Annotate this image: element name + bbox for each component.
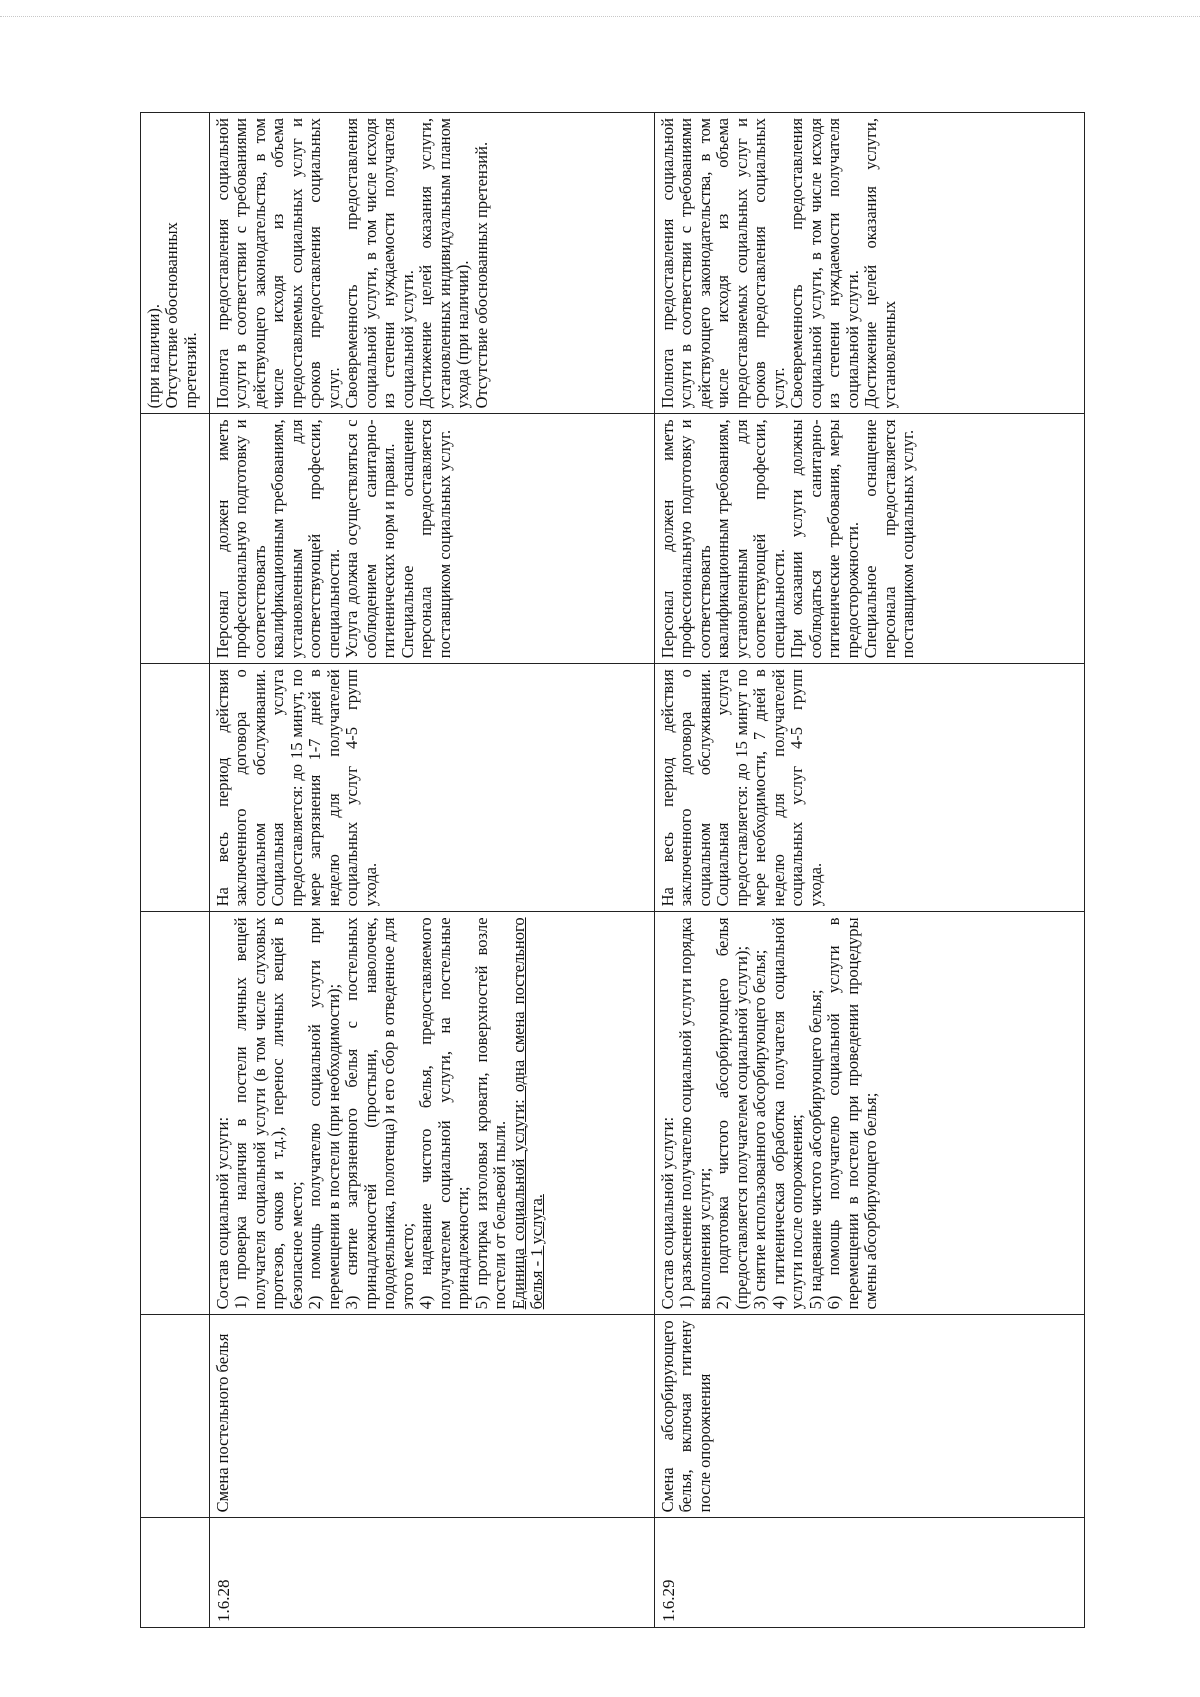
document-page — [140, 112, 1085, 1628]
header-cell-name — [141, 1315, 210, 1518]
content-line: 1) разъяснение получателю социальной услуги порядка выполнения услуги; — [676, 917, 714, 1310]
conditions-line: Персонал должен иметь профессиональную подготовку и соответствовать квалификационным требованиям, установленным для соответствующей профессии, специальности. — [658, 419, 788, 659]
quality-line: Своевременность предоставления социальной услуги, в том числе исходя из степени нуждаемости получателя социальной услуги. — [342, 118, 417, 409]
table-row-1-6-28 — [210, 113, 655, 1628]
content-line: 6) помощь получателю социальной услуги в перемещении в постели при проведении процедуры смены абсорбирующего белья; — [824, 917, 881, 1310]
content-line: 5) надевание чистого абсорбирующего белья; — [805, 989, 825, 1310]
service-content — [655, 912, 1085, 1315]
quality-line: Достижение целей оказания услуги, установленных индивидуальным планом ухода (при наличии). — [416, 118, 473, 409]
row-number: 1.6.28 — [210, 1518, 655, 1628]
service-name: Смена постельного белья — [210, 1315, 655, 1518]
content-line: 1) проверка наличия в постели личных вещей получателя социальной услуги (в том числе слуховых протезов, очков и т.д.), перенос личных вещей в безопасное место; — [231, 917, 306, 1310]
content-line: 5) протирка изголовья кровати, поверхностей возле постели от бельевой пыли. — [471, 917, 510, 1310]
header-cell-quality — [141, 113, 210, 414]
content-line: 3) снятие использованного абсорбирующего белья; — [750, 949, 770, 1310]
content-line: Состав социальной услуги: — [213, 1116, 232, 1310]
service-conditions — [655, 414, 1085, 664]
content-line: 3) снятие загрязненного белья с постельных принадлежностей (простыни, наволочек, пододеяльника, полотенца) и его сбор в отведенное для этого место; — [342, 917, 417, 1310]
quality-line: Достижение целей оказания услуги, установленных — [861, 118, 899, 409]
quality-line: Отсутствие обоснованных претензий. — [471, 141, 491, 409]
service-name: Смена абсорбирующего белья, включая гигиену после опорожнения — [655, 1315, 1085, 1518]
service-content — [210, 912, 655, 1315]
service-conditions — [210, 414, 655, 664]
content-line: 2) помощь получателю социальной услуги при перемещении в постели (при необходимости); — [305, 917, 343, 1310]
service-quality — [655, 113, 1085, 414]
quality-continued-line-1: (при наличии). — [144, 303, 163, 409]
header-cell-content — [141, 912, 210, 1315]
content-line: 2) подготовка чистого абсорбирующего белья (предоставляется получателем социальной услуги); — [713, 917, 751, 1310]
quality-continued-line-3: претензий. — [180, 332, 200, 409]
row-number: 1.6.29 — [655, 1518, 1085, 1628]
content-line: 4) надевание чистого белья, предоставляемого получателем социальной услуги, на постельные принадлежности; — [416, 917, 473, 1310]
service-period: На весь период действия заключенного договора о социальном обслуживании. Социальная услуга предоставляется: до 15 минут, по мере загрязнения 1-7 дней в неделю для получателей социальных услуг 4-5 групп ухода. — [210, 664, 655, 912]
conditions-line: Услуга должна осуществляться с соблюдением санитарно-гигиенических норм и правил. — [342, 419, 399, 659]
conditions-line: Персонал должен иметь профессиональную подготовку и соответствовать квалификационным требованиям, установленным для соответствующей профессии, специальности. — [213, 419, 343, 659]
quality-line: Своевременность предоставления социальной услуги, в том числе исходя из степени нуждаемости получателя социальной услуги. — [787, 118, 862, 409]
services-table — [140, 112, 1085, 1628]
table-row-1-6-29 — [655, 113, 1085, 1628]
page-top-rule — [0, 16, 1200, 17]
content-unit-line: Единица социальной услуги: одна смена постельного белья - 1 услуга. — [508, 917, 546, 1310]
table-row-header-continuation — [141, 113, 210, 1628]
conditions-line: Специальное оснащение персонала предоставляется поставщиком социальных услуг. — [397, 419, 454, 659]
quality-line: Полнота предоставления социальной услуги в соответствии с требованиями действующего законодательства, в том числе исходя из объема предоставляемых социальных услуг и сроков предоставления социальных услуг. — [213, 118, 343, 409]
quality-continued-line-2: Отсутствие обоснованных — [162, 222, 182, 409]
service-period: На весь период действия заключенного договора о социальном обслуживании. Социальная услуга предоставляется: до 15 минут по мере необходимости, 7 дней в неделю для получателей социальных услуг 4-5 групп ухода. — [655, 664, 1085, 912]
quality-line: Полнота предоставления социальной услуги в соответствии с требованиями действующего законодательства, в том числе исходя из объема предоставляемых социальных услуг и сроков предоставления социальных услуг. — [658, 118, 788, 409]
content-line: Состав социальной услуги: — [658, 1116, 677, 1310]
conditions-line: Специальное оснащение персонала предоставляется поставщиком социальных услуг. — [861, 419, 918, 659]
header-cell-period — [141, 664, 210, 912]
service-quality — [210, 113, 655, 414]
content-line: 4) гигиеническая обработка получателя социальной услуги после опорожнения; — [768, 917, 807, 1310]
header-cell-conditions — [141, 414, 210, 664]
rotated-table-container — [140, 112, 1085, 1628]
header-cell-number — [141, 1518, 210, 1628]
conditions-line: При оказании услуги должны соблюдаться санитарно-гигиенические требования, меры предосторожности. — [787, 419, 862, 659]
